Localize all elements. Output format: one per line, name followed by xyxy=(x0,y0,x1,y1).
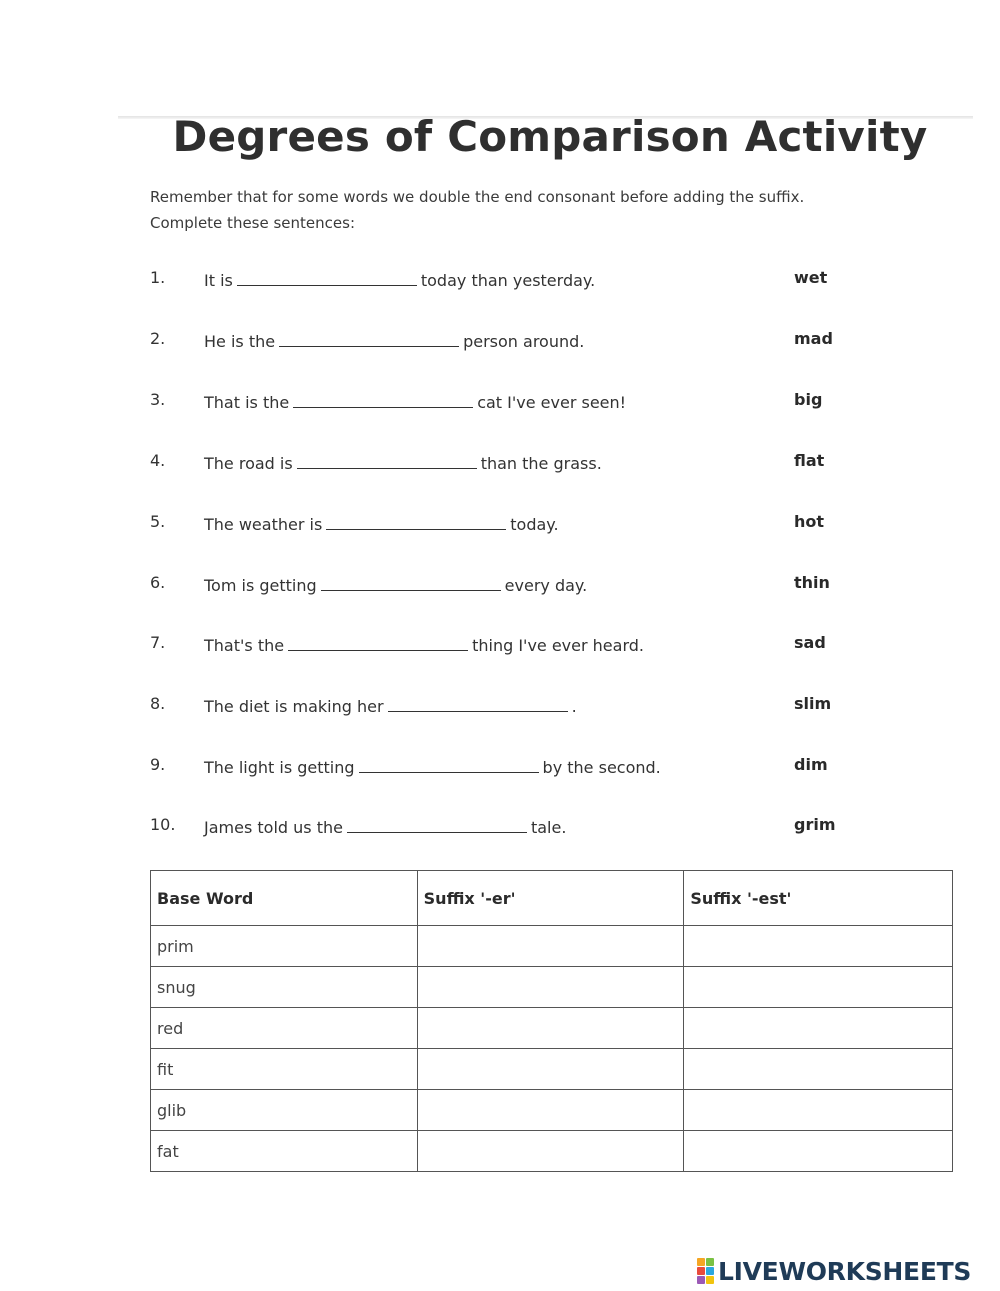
question-number: 8. xyxy=(150,694,166,713)
base-word-hint: flat xyxy=(794,451,825,470)
table-row xyxy=(151,967,953,1008)
header-base-word: Base Word xyxy=(151,871,418,926)
question-sentence xyxy=(204,512,559,534)
liveworksheets-logo[interactable] xyxy=(697,1256,971,1286)
question-sentence xyxy=(204,329,584,351)
sentence-start: It is xyxy=(204,271,233,290)
suffix-er-answer-cell[interactable] xyxy=(417,1131,684,1172)
answer-blank[interactable] xyxy=(237,268,417,286)
question-row xyxy=(0,694,1000,724)
sentence-end: every day. xyxy=(504,576,588,595)
base-word-hint: grim xyxy=(794,815,836,834)
header-suffix-est: Suffix '-est' xyxy=(684,871,953,926)
question-number: 1. xyxy=(150,268,166,287)
base-word-cell: red xyxy=(151,1008,418,1049)
instruction-line-1: Remember that for some words we double the end consonant before adding the suffix. xyxy=(150,188,805,206)
suffix-er-answer-cell[interactable] xyxy=(417,926,684,967)
base-word-hint: thin xyxy=(794,573,830,592)
question-sentence xyxy=(204,390,626,412)
base-word-hint: dim xyxy=(794,755,828,774)
question-row xyxy=(0,390,1000,420)
sentence-end: . xyxy=(571,697,577,716)
logo-grid-icon xyxy=(697,1258,714,1284)
suffix-est-answer-cell[interactable] xyxy=(684,1090,953,1131)
answer-blank[interactable] xyxy=(297,451,477,469)
sentence-end: than the grass. xyxy=(480,454,602,473)
sentence-end: today. xyxy=(510,515,559,534)
page-title: Degrees of Comparison Activity xyxy=(172,112,928,161)
suffix-est-answer-cell[interactable] xyxy=(684,1049,953,1090)
question-row xyxy=(0,329,1000,359)
suffix-est-answer-cell[interactable] xyxy=(684,967,953,1008)
question-sentence xyxy=(204,815,566,837)
base-word-cell: prim xyxy=(151,926,418,967)
suffix-er-answer-cell[interactable] xyxy=(417,967,684,1008)
sentence-end: person around. xyxy=(463,332,585,351)
question-sentence xyxy=(204,633,644,655)
question-row xyxy=(0,755,1000,785)
question-number: 2. xyxy=(150,329,166,348)
question-number: 5. xyxy=(150,512,166,531)
question-row xyxy=(0,573,1000,603)
header-suffix-er: Suffix '-er' xyxy=(417,871,684,926)
answer-blank[interactable] xyxy=(279,329,459,347)
question-sentence xyxy=(204,573,587,595)
suffix-est-answer-cell[interactable] xyxy=(684,926,953,967)
sentence-end: cat I've ever seen! xyxy=(477,393,627,412)
logo-square xyxy=(706,1276,714,1284)
question-number: 9. xyxy=(150,755,166,774)
sentence-end: today than yesterday. xyxy=(420,271,596,290)
logo-square xyxy=(697,1258,705,1266)
base-word-cell: fit xyxy=(151,1049,418,1090)
question-number: 7. xyxy=(150,633,166,652)
sentence-start: James told us the xyxy=(204,818,343,837)
table-row xyxy=(151,1008,953,1049)
question-row xyxy=(0,451,1000,481)
table-row xyxy=(151,926,953,967)
base-word-hint: mad xyxy=(794,329,833,348)
logo-square xyxy=(697,1267,705,1275)
question-sentence xyxy=(204,451,602,473)
base-word-cell: snug xyxy=(151,967,418,1008)
base-word-hint: wet xyxy=(794,268,828,287)
table-row xyxy=(151,1090,953,1131)
answer-blank[interactable] xyxy=(326,512,506,530)
sentence-start: The light is getting xyxy=(204,758,355,777)
answer-blank[interactable] xyxy=(388,694,568,712)
table-row xyxy=(151,1131,953,1172)
question-row xyxy=(0,815,1000,845)
suffix-er-answer-cell[interactable] xyxy=(417,1008,684,1049)
table-row xyxy=(151,1049,953,1090)
suffix-er-answer-cell[interactable] xyxy=(417,1090,684,1131)
sentence-end: tale. xyxy=(530,818,567,837)
answer-blank[interactable] xyxy=(288,633,468,651)
base-word-cell: fat xyxy=(151,1131,418,1172)
question-sentence xyxy=(204,755,661,777)
sentence-start: He is the xyxy=(204,332,276,351)
question-row xyxy=(0,512,1000,542)
instruction-line-2: Complete these sentences: xyxy=(150,214,355,232)
base-word-cell: glib xyxy=(151,1090,418,1131)
question-number: 4. xyxy=(150,451,166,470)
question-number: 3. xyxy=(150,390,166,409)
suffix-er-answer-cell[interactable] xyxy=(417,1049,684,1090)
question-number: 6. xyxy=(150,573,166,592)
answer-blank[interactable] xyxy=(321,573,501,591)
suffix-est-answer-cell[interactable] xyxy=(684,1008,953,1049)
sentence-start: The weather is xyxy=(204,515,323,534)
logo-square xyxy=(697,1276,705,1284)
question-sentence xyxy=(204,268,595,290)
sentence-start: The diet is making her xyxy=(204,697,384,716)
sentence-start: That's the xyxy=(204,636,285,655)
sentence-end: by the second. xyxy=(542,758,661,777)
suffix-est-answer-cell[interactable] xyxy=(684,1131,953,1172)
answer-blank[interactable] xyxy=(293,390,473,408)
table-header-row xyxy=(151,871,953,926)
base-word-hint: hot xyxy=(794,512,825,531)
table-body xyxy=(151,926,953,1172)
question-row xyxy=(0,268,1000,298)
sentence-end: thing I've ever heard. xyxy=(472,636,644,655)
question-number: 10. xyxy=(150,815,176,834)
logo-square xyxy=(706,1258,714,1266)
sentence-start: The road is xyxy=(204,454,293,473)
question-row xyxy=(0,633,1000,663)
answer-blank[interactable] xyxy=(359,755,539,773)
base-word-hint: sad xyxy=(794,633,826,652)
logo-text: LIVEWORKSHEETS xyxy=(718,1256,972,1286)
base-word-hint: big xyxy=(794,390,823,409)
suffix-table xyxy=(150,870,953,1172)
sentence-start: That is the xyxy=(204,393,290,412)
sentence-start: Tom is getting xyxy=(204,576,317,595)
base-word-hint: slim xyxy=(794,694,832,713)
logo-square xyxy=(706,1267,714,1275)
question-sentence xyxy=(204,694,577,716)
answer-blank[interactable] xyxy=(347,815,527,833)
